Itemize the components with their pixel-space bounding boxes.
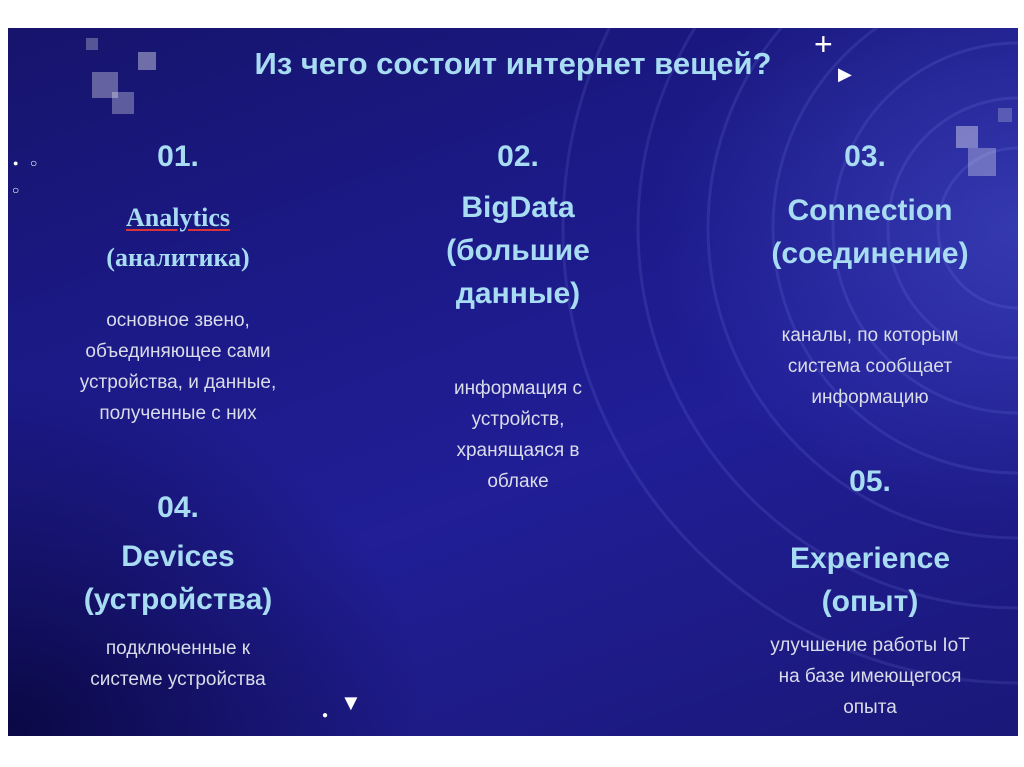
item-01-desc-line: устройства, и данные, bbox=[79, 372, 277, 393]
item-01-name-ru: (аналитика) bbox=[106, 243, 250, 272]
item-05-name-en: Experience bbox=[789, 542, 951, 575]
item-01-description bbox=[18, 305, 338, 429]
ring-icon: ○ bbox=[12, 183, 20, 197]
item-03-desc-line: информацию bbox=[811, 387, 929, 408]
decor-square bbox=[956, 126, 978, 148]
decor-square bbox=[112, 92, 134, 114]
triangle-down-icon: ▼ bbox=[340, 690, 362, 715]
triangle-right-icon: ▶ bbox=[838, 64, 852, 84]
ring-icon: ○ bbox=[30, 156, 38, 170]
item-01-desc-line: объединяющее сами bbox=[85, 341, 271, 362]
item-04-desc-line: подключенные к bbox=[105, 638, 251, 659]
item-04-description bbox=[18, 633, 338, 695]
item-02-name-ru-2: данные) bbox=[455, 277, 581, 310]
plus-icon: + bbox=[814, 28, 833, 62]
item-05-name bbox=[720, 537, 1018, 623]
item-05-description bbox=[720, 630, 1018, 723]
item-03-desc-line: каналы, по которым bbox=[781, 325, 959, 346]
item-02-name bbox=[368, 186, 668, 315]
item-03-number: 03. bbox=[844, 140, 886, 173]
page-title: Из чего состоит интернет вещей? bbox=[254, 46, 772, 81]
item-04-name-en: Devices bbox=[121, 540, 235, 573]
item-01-name bbox=[38, 198, 318, 278]
dot-icon: ● bbox=[322, 710, 329, 721]
item-01-desc-line: полученные с них bbox=[99, 403, 257, 424]
item-01-name-en: Analytics bbox=[126, 203, 230, 232]
item-03-name-ru: (соединение) bbox=[771, 237, 969, 270]
item-02-desc-line: хранящаяся в bbox=[456, 440, 580, 461]
item-04-number: 04. bbox=[157, 491, 199, 524]
item-04-desc-line: системе устройства bbox=[90, 669, 266, 690]
item-02-desc-line: облаке bbox=[487, 471, 549, 492]
item-02-desc-line: устройств, bbox=[471, 409, 565, 430]
item-01-desc-line: основное звено, bbox=[106, 310, 250, 331]
item-03-description bbox=[720, 320, 1018, 413]
decor-square bbox=[968, 148, 996, 176]
dot-icon: ● bbox=[13, 158, 19, 168]
item-03-name-en: Connection bbox=[787, 194, 953, 227]
item-05-desc-line: на базе имеющегося bbox=[778, 666, 962, 687]
item-04-name bbox=[23, 535, 333, 621]
item-02-number: 02. bbox=[497, 140, 539, 173]
item-01-number: 01. bbox=[157, 140, 199, 173]
item-05-number: 05. bbox=[849, 465, 891, 498]
slide bbox=[8, 28, 1018, 736]
item-03-name bbox=[720, 189, 1018, 275]
item-02-name-ru-1: (большие bbox=[446, 234, 590, 267]
item-05-desc-line: опыта bbox=[843, 697, 897, 718]
item-02-description bbox=[368, 373, 668, 497]
item-03-desc-line: система сообщает bbox=[787, 356, 953, 377]
item-04-name-ru: (устройства) bbox=[83, 583, 273, 616]
item-05-desc-line: улучшение работы IoT bbox=[770, 635, 970, 656]
decor-square bbox=[998, 108, 1012, 122]
item-02-desc-line: информация с bbox=[453, 378, 583, 399]
item-02-name-en: BigData bbox=[461, 191, 575, 224]
item-05-name-ru: (опыт) bbox=[821, 585, 919, 618]
